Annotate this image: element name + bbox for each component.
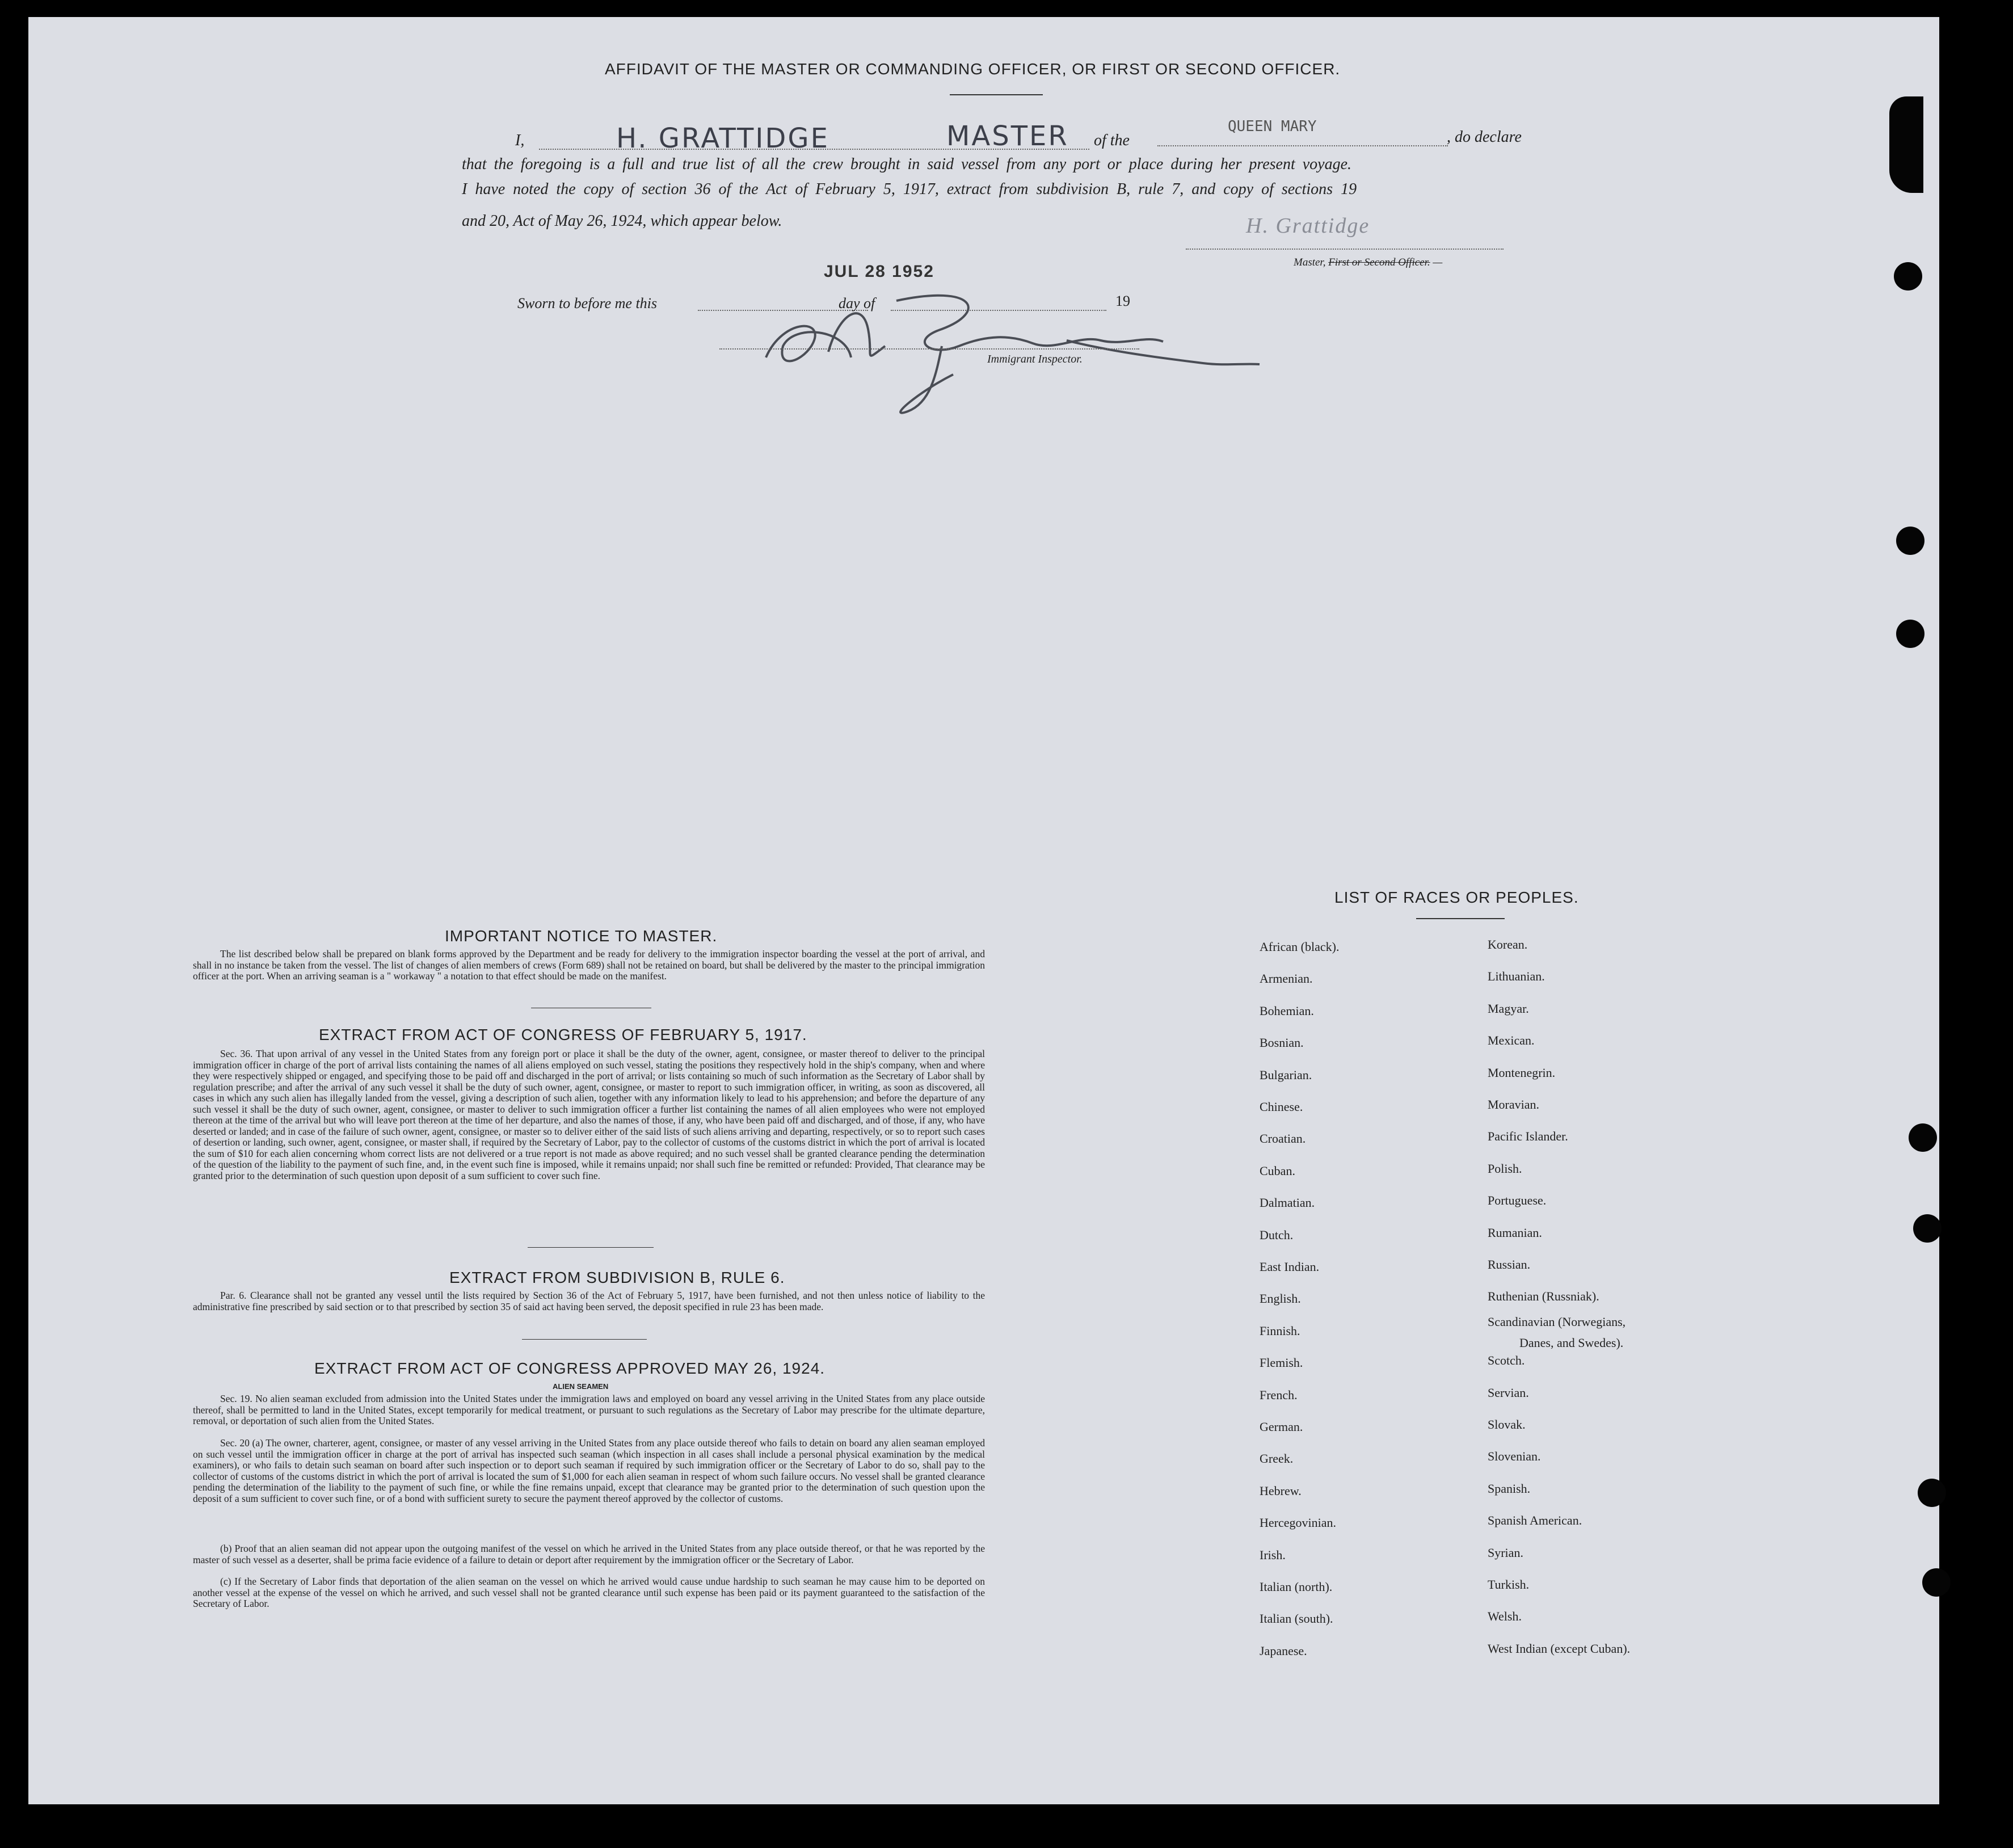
sworn-label: Sworn to before me this <box>517 295 658 311</box>
race-item: Scotch. <box>1488 1353 1525 1368</box>
race-item: Dutch. <box>1260 1227 1294 1242</box>
declarant-rank: MASTER <box>946 120 1069 152</box>
race-item: Hebrew. <box>1260 1483 1302 1498</box>
signer-label-master: Master, <box>1294 256 1326 268</box>
punch-hole <box>1896 620 1924 648</box>
extract-1924-title: EXTRACT FROM ACT OF CONGRESS APPROVED MAY 26, 1924. <box>314 1359 826 1377</box>
master-signature: H. Grattidge <box>1246 214 1370 238</box>
signer-label <box>1294 256 1442 269</box>
notice-title: IMPORTANT NOTICE TO MASTER. <box>445 927 718 945</box>
inspector-label: Immigrant Inspector. <box>987 353 1083 365</box>
year-label: 19 <box>1115 293 1130 309</box>
race-item: Turkish. <box>1488 1577 1530 1592</box>
race-item: Spanish. <box>1488 1481 1531 1496</box>
extract-1917-title: EXTRACT FROM ACT OF CONGRESS OF FEBRUARY 5, 1917. <box>319 1026 807 1043</box>
race-item: Greek. <box>1260 1451 1294 1466</box>
race-item: Croatian. <box>1260 1131 1306 1146</box>
race-item: Moravian. <box>1488 1097 1540 1112</box>
vessel-line <box>1157 145 1448 146</box>
punch-hole <box>1894 262 1922 291</box>
rule6-title: EXTRACT FROM SUBDIVISION B, RULE 6. <box>449 1269 785 1286</box>
affidavit-line-4: and 20, Act of May 26, 1924, which appear below. <box>462 212 782 230</box>
do-declare-label: , do declare <box>1447 128 1522 146</box>
punch-hole <box>1922 1568 1951 1597</box>
race-item: East Indian. <box>1260 1260 1320 1274</box>
race-item: Finnish. <box>1260 1323 1300 1338</box>
declarant-name: H. GRATTIDGE <box>616 123 829 154</box>
race-item: Pacific Islander. <box>1488 1129 1568 1144</box>
race-item: Cuban. <box>1260 1163 1295 1178</box>
race-item: English. <box>1260 1291 1301 1306</box>
day-of-label: day of <box>839 295 875 311</box>
race-item: West Indian (except Cuban). <box>1488 1641 1631 1656</box>
races-underline <box>1416 918 1505 919</box>
punch-hole <box>1909 1123 1937 1152</box>
race-item: Bosnian. <box>1260 1035 1304 1050</box>
sec19-text: Sec. 19. No alien seaman excluded from admission into the United States under the immigration laws and employed on board any vessel arriving in the United States from any place outside thereof, shall be permitted to land in the United States, except temporarily for medical treatment, or pursuant to such regulations as the Secretary of Labor may prescribe for the ultimate departure, removal, or deportation of such alien from the United States. <box>193 1393 985 1426</box>
race-item: Ruthenian (Russniak). <box>1488 1289 1599 1304</box>
stamp-date: JUL 28 1952 <box>824 262 934 281</box>
race-item: Slovenian. <box>1488 1449 1541 1464</box>
race-item: Korean. <box>1488 937 1528 952</box>
inspector-signature <box>715 278 1294 426</box>
race-item: Scandinavian (Norwegians, <box>1488 1314 1626 1329</box>
race-item: Chinese. <box>1260 1100 1303 1114</box>
race-item: Irish. <box>1260 1547 1286 1562</box>
race-item: Portuguese. <box>1488 1193 1547 1208</box>
signer-label-struck: First or Second Officer. <box>1328 256 1430 268</box>
of-the-label: of the <box>1094 132 1130 149</box>
race-item: Lithuanian. <box>1488 969 1545 984</box>
race-item-extra: Danes, and Swedes). <box>1519 1336 1624 1350</box>
name-line <box>539 149 1089 150</box>
torn-edge <box>1889 96 1923 193</box>
race-item: Italian (north). <box>1260 1580 1333 1594</box>
race-item: Dalmatian. <box>1260 1195 1315 1210</box>
affidavit-line-3: I have noted the copy of section 36 of the Act of February 5, 1917, extract from subdivision B, rule 7, and copy of sections 19 <box>462 180 1357 198</box>
declarant-prefix: I, <box>515 132 525 149</box>
sec20a-text: Sec. 20 (a) The owner, charterer, agent, consignee, or master of any vessel arriving in the United States from any place outside thereof who fails to detain on board any alien seaman employed on such vessel until the immigration officer in charge at the port of arrival has inspected such seaman (which inspection in all cases shall include a personal physical examination by the medical examiners), or who fails to detain such seaman on board after such inspection or to deport such seaman if required by such immigration officer or the Secretary of Labor to do so, shall pay to the collector of customs of the customs district in which the port of arrival is located the sum of $1,000 for each alien seaman in respect of whom such failure occurs. No vessel shall be granted clearance pending the determination of the liability to the payment of such fine, or while the fine remains unpaid, except that clearance may be granted prior to the determination of such question upon the deposit of a sum sufficient to cover such fine, or of a bond with sufficient surety to secure the payment thereof approved by the collector of customs. <box>193 1437 985 1504</box>
race-item: Rumanian. <box>1488 1225 1542 1240</box>
race-item: Mexican. <box>1488 1033 1535 1048</box>
race-item: Russian. <box>1488 1257 1531 1272</box>
sec20c-text: (c) If the Secretary of Labor finds that deportation of the alien seaman on the vessel on which he arrived would cause undue hardship to such seaman he may cause him to be deported on another vessel at the expense of the vessel on which he arrived, and such vessel shall not be granted clearance until such expense has been paid or its payment guaranteed to the satisfaction of the Secretary of Labor. <box>193 1576 985 1609</box>
race-item: Spanish American. <box>1488 1513 1582 1528</box>
race-item: Bohemian. <box>1260 1003 1314 1018</box>
divider <box>528 1247 654 1248</box>
punch-hole <box>1918 1479 1946 1507</box>
punch-hole <box>1896 527 1924 555</box>
race-item: Welsh. <box>1488 1609 1522 1624</box>
race-item: Hercegovinian. <box>1260 1516 1336 1530</box>
affidavit-title: AFFIDAVIT OF THE MASTER OR COMMANDING OFFICER, OR FIRST OR SECOND OFFICER. <box>605 60 1341 78</box>
alien-seamen-subtitle: ALIEN SEAMEN <box>553 1382 609 1391</box>
races-title: LIST OF RACES OR PEOPLES. <box>1334 889 1579 906</box>
race-item: Slovak. <box>1488 1417 1526 1432</box>
race-item: French. <box>1260 1387 1298 1402</box>
race-item: Magyar. <box>1488 1001 1529 1016</box>
inspector-line <box>719 348 1139 350</box>
title-underline <box>950 94 1043 95</box>
extract-1917-text: Sec. 36. That upon arrival of any vessel in the United States from any foreign port or place it shall be the duty of the owner, agent, consignee, or master thereof to deliver to the principal immigration officer in charge of the port of arrival lists containing the names of all aliens employed on such vessel, stating the positions they respectively hold in the ship's company, when and where they were respectively shipped or engaged, and specifying those to be paid off and discharged in the port of arrival; or lists containing so much of such information as the Secretary of Labor shall by regulation prescribe; and after the arrival of any such vessel it shall be the duty of such owner, agent, consignee, or master to report to such immigration officer, in writing, as soon as discovered, all cases in which any such alien has illegally landed from the vessel, giving a description of such alien, together with any information likely to lead to his apprehension; and before the departure of any such vessel it shall be the duty of such owner, agent, consignee, or master to deliver to such immigration officer a further list containing the names of all alien employees who were not employed thereon at the time of the arrival but who will leave port thereon at the time of her departure, and also the names of those, if any, who have been paid off and discharged, and of those, if any, who have deserted or landed; and in case of the failure of such owner, agent, consignee, or master so to deliver either of the said lists of such aliens arriving and departing, respectively, or so to report such cases of desertion or landing, such owner, agent, consignee, or master shall, if required by the Secretary of Labor, pay to the collector of customs of the customs district in which the port of arrival is located the sum of $10 for each alien concerning whom correct lists are not delivered or a true report is not made as above required; and no such vessel shall be granted clearance pending the determination of the question of the liability to the payment of such fine, and, in the event such fine is imposed, while it remains unpaid; nor shall such fine be remitted or refunded: Provided, That clearance may be granted prior to the determination of such question upon deposit of a sum sufficient to cover such fine. <box>193 1048 985 1181</box>
race-item: German. <box>1260 1420 1303 1434</box>
race-item: Servian. <box>1488 1385 1529 1400</box>
race-item: Polish. <box>1488 1161 1522 1176</box>
race-item: Syrian. <box>1488 1545 1523 1560</box>
signer-label-dash: — <box>1433 256 1443 268</box>
race-item: Italian (south). <box>1260 1611 1333 1626</box>
race-item: Japanese. <box>1260 1643 1307 1658</box>
affidavit-line-2: that the foregoing is a full and true list of all the crew brought in said vessel from any port or place during her present voyage. <box>462 155 1352 173</box>
signature-line <box>1186 249 1504 250</box>
divider <box>522 1339 647 1340</box>
race-item: African (black). <box>1260 940 1340 954</box>
race-item: Flemish. <box>1260 1356 1303 1370</box>
notice-text: The list described below shall be prepared on blank forms approved by the Department and be ready for delivery to the immigration inspector boarding the vessel at the port of arrival, and shall in no instance be taken from the vessel. The list of changes of alien members of crews (Form 689) shall not be retained on board, but shall be delivered by the master to the principal immigration officer at the port. When an arriving seaman is a " workaway " a notation to that effect should be made on the manifest. <box>193 948 985 982</box>
race-item: Montenegrin. <box>1488 1065 1556 1080</box>
rule6-text: Par. 6. Clearance shall not be granted any vessel until the lists required by Section 36 of the Act of February 5, 1917, have been furnished, and not then unless notice of liability to the administrative fine prescribed by said section or to that prescribed by section 35 of said act having been served, the deposit specified in rule 23 has been made. <box>193 1290 985 1312</box>
race-item: Bulgarian. <box>1260 1067 1312 1082</box>
punch-hole <box>1913 1214 1942 1243</box>
vessel-name: QUEEN MARY <box>1228 118 1317 135</box>
race-item: Armenian. <box>1260 971 1313 986</box>
sec20b-text: (b) Proof that an alien seaman did not appear upon the outgoing manifest of the vessel on which he arrived in the United States from any place outside thereof, or that he was reported by the master of such vessel as a deserter, shall be prima facie evidence of a failure to detain or deport after requirement by the immigration officer or the Secretary of Labor. <box>193 1543 985 1565</box>
